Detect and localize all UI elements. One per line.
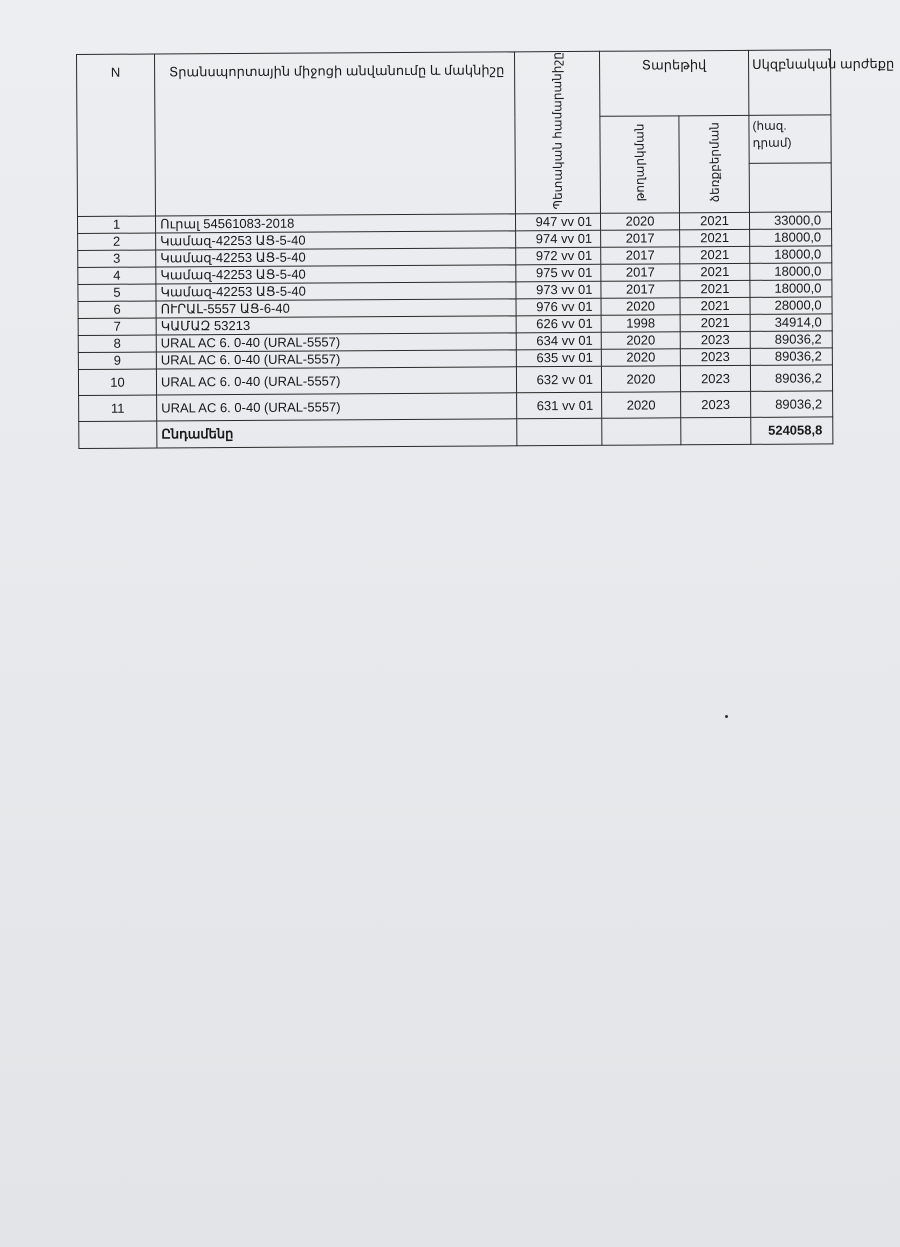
cell-value: 18000,0 — [750, 279, 832, 297]
cell-number: 11 — [79, 395, 157, 421]
cell-year-acquired: 2021 — [680, 229, 750, 246]
header-registration-text: Պետական համարանիշը — [549, 52, 565, 210]
total-row — [79, 416, 833, 448]
header-year-made-text: թողարկման — [632, 123, 647, 202]
cell-value: 18000,0 — [750, 245, 832, 263]
cell-year-made: 2020 — [601, 365, 680, 391]
cell-year-made: 2020 — [601, 348, 680, 365]
cell-registration: 947 vv 01 — [515, 213, 600, 231]
cell-year-acquired: 2023 — [680, 331, 750, 348]
header-registration — [514, 51, 600, 213]
header-value: Սկզբնական արժեքը — [749, 50, 831, 115]
cell-year-acquired: 2021 — [680, 314, 750, 331]
vehicle-table — [76, 49, 895, 448]
cell-number: 5 — [78, 284, 156, 301]
cell-number: 8 — [78, 335, 156, 352]
cell-vehicle-name: Կամազ-42253 ԱՑ-5-40 — [156, 281, 516, 300]
header-blank-cell — [749, 162, 831, 212]
cell-year-made: 1998 — [601, 314, 680, 331]
cell-number: 6 — [78, 301, 156, 318]
cell-registration: 632 vv 01 — [516, 366, 601, 393]
cell-number: 1 — [77, 216, 155, 233]
cell-value: 33000,0 — [749, 211, 831, 229]
cell-vehicle-name: ՈՒՐԱԼ-5557 ԱՑ-6-40 — [156, 298, 516, 317]
cell-registration: 973 vv 01 — [516, 281, 601, 299]
header-vehicle-name: Տրանսպորտային միջոցի անվանումը և մակնիշը — [155, 52, 516, 216]
cell-vehicle-name: URAL AC 6. 0-40 (URAL-5557) — [156, 349, 516, 368]
cell-year-acquired: 2021 — [680, 297, 750, 314]
cell-value: 89036,2 — [750, 364, 832, 391]
cell-value: 18000,0 — [750, 262, 832, 280]
cell-vehicle-name: Կամազ-42253 ԱՑ-5-40 — [156, 230, 516, 249]
cell-registration: 635 vv 01 — [516, 349, 601, 367]
cell-vehicle-name: ԿԱՄԱԶ 53213 — [156, 315, 516, 334]
header-years: Տարեթիվ — [599, 50, 748, 116]
header-year-made — [600, 116, 680, 213]
cell-year-made: 2020 — [601, 297, 680, 314]
total-value: 524058,8 — [751, 416, 833, 444]
cell-year-acquired: 2023 — [680, 348, 750, 365]
total-blank-cell — [681, 417, 751, 444]
ink-speck — [725, 715, 728, 718]
cell-year-made: 2017 — [601, 229, 680, 246]
cell-year-acquired: 2021 — [680, 280, 750, 297]
cell-number: 9 — [78, 352, 156, 369]
header-year-acquired — [679, 115, 750, 212]
cell-year-made: 2017 — [601, 246, 680, 263]
cell-year-made: 2020 — [601, 331, 680, 348]
cell-vehicle-name: Կամազ-42253 ԱՑ-5-40 — [156, 247, 516, 266]
cell-vehicle-name: URAL AC 6. 0-40 (URAL-5557) — [156, 332, 516, 351]
cell-registration: 634 vv 01 — [516, 332, 601, 350]
cell-value: 28000,0 — [750, 296, 832, 314]
cell-registration: 626 vv 01 — [516, 315, 601, 333]
cell-number: 4 — [78, 267, 156, 284]
cell-value: 89036,2 — [751, 390, 833, 417]
total-blank-cell — [602, 417, 681, 444]
vehicle-table-sheet — [76, 49, 895, 448]
cell-value: 89036,2 — [750, 330, 832, 348]
table-row — [78, 364, 832, 395]
header-value-unit: (հազ. դրամ) — [749, 115, 831, 163]
cell-year-made: 2017 — [601, 280, 680, 297]
cell-registration: 976 vv 01 — [516, 298, 601, 316]
cell-number: 3 — [78, 250, 156, 267]
cell-number: 2 — [78, 233, 156, 250]
cell-year-acquired: 2021 — [680, 246, 750, 263]
cell-value: 18000,0 — [750, 228, 832, 246]
cell-year-acquired: 2023 — [681, 391, 751, 417]
cell-year-made: 2017 — [601, 263, 680, 280]
cell-year-acquired: 2021 — [679, 212, 749, 229]
cell-value: 34914,0 — [750, 313, 832, 331]
cell-vehicle-name: Ուրալ 54561083-2018 — [155, 213, 515, 232]
total-blank-cell — [517, 418, 602, 446]
header-row-1 — [77, 50, 831, 120]
cell-registration: 631 vv 01 — [517, 392, 602, 419]
cell-year-acquired: 2023 — [680, 365, 750, 391]
cell-year-made: 2020 — [602, 391, 681, 417]
cell-year-made: 2020 — [600, 212, 679, 229]
header-year-acquired-text: ձեռքբերման — [706, 122, 722, 203]
total-blank-cell — [79, 421, 157, 448]
cell-vehicle-name: URAL AC 6. 0-40 (URAL-5557) — [156, 366, 516, 394]
cell-registration: 975 vv 01 — [516, 264, 601, 282]
cell-vehicle-name: URAL AC 6. 0-40 (URAL-5557) — [157, 392, 517, 420]
cell-number: 10 — [78, 369, 156, 395]
cell-registration: 974 vv 01 — [516, 230, 601, 248]
total-label: Ընդամենը — [157, 418, 517, 447]
cell-number: 7 — [78, 318, 156, 335]
cell-year-acquired: 2021 — [680, 263, 750, 280]
cell-vehicle-name: Կամազ-42253 ԱՑ-5-40 — [156, 264, 516, 283]
table-row — [79, 390, 833, 421]
header-number: N — [77, 54, 156, 216]
cell-registration: 972 vv 01 — [516, 247, 601, 265]
cell-value: 89036,2 — [750, 347, 832, 365]
table-body — [77, 211, 832, 448]
